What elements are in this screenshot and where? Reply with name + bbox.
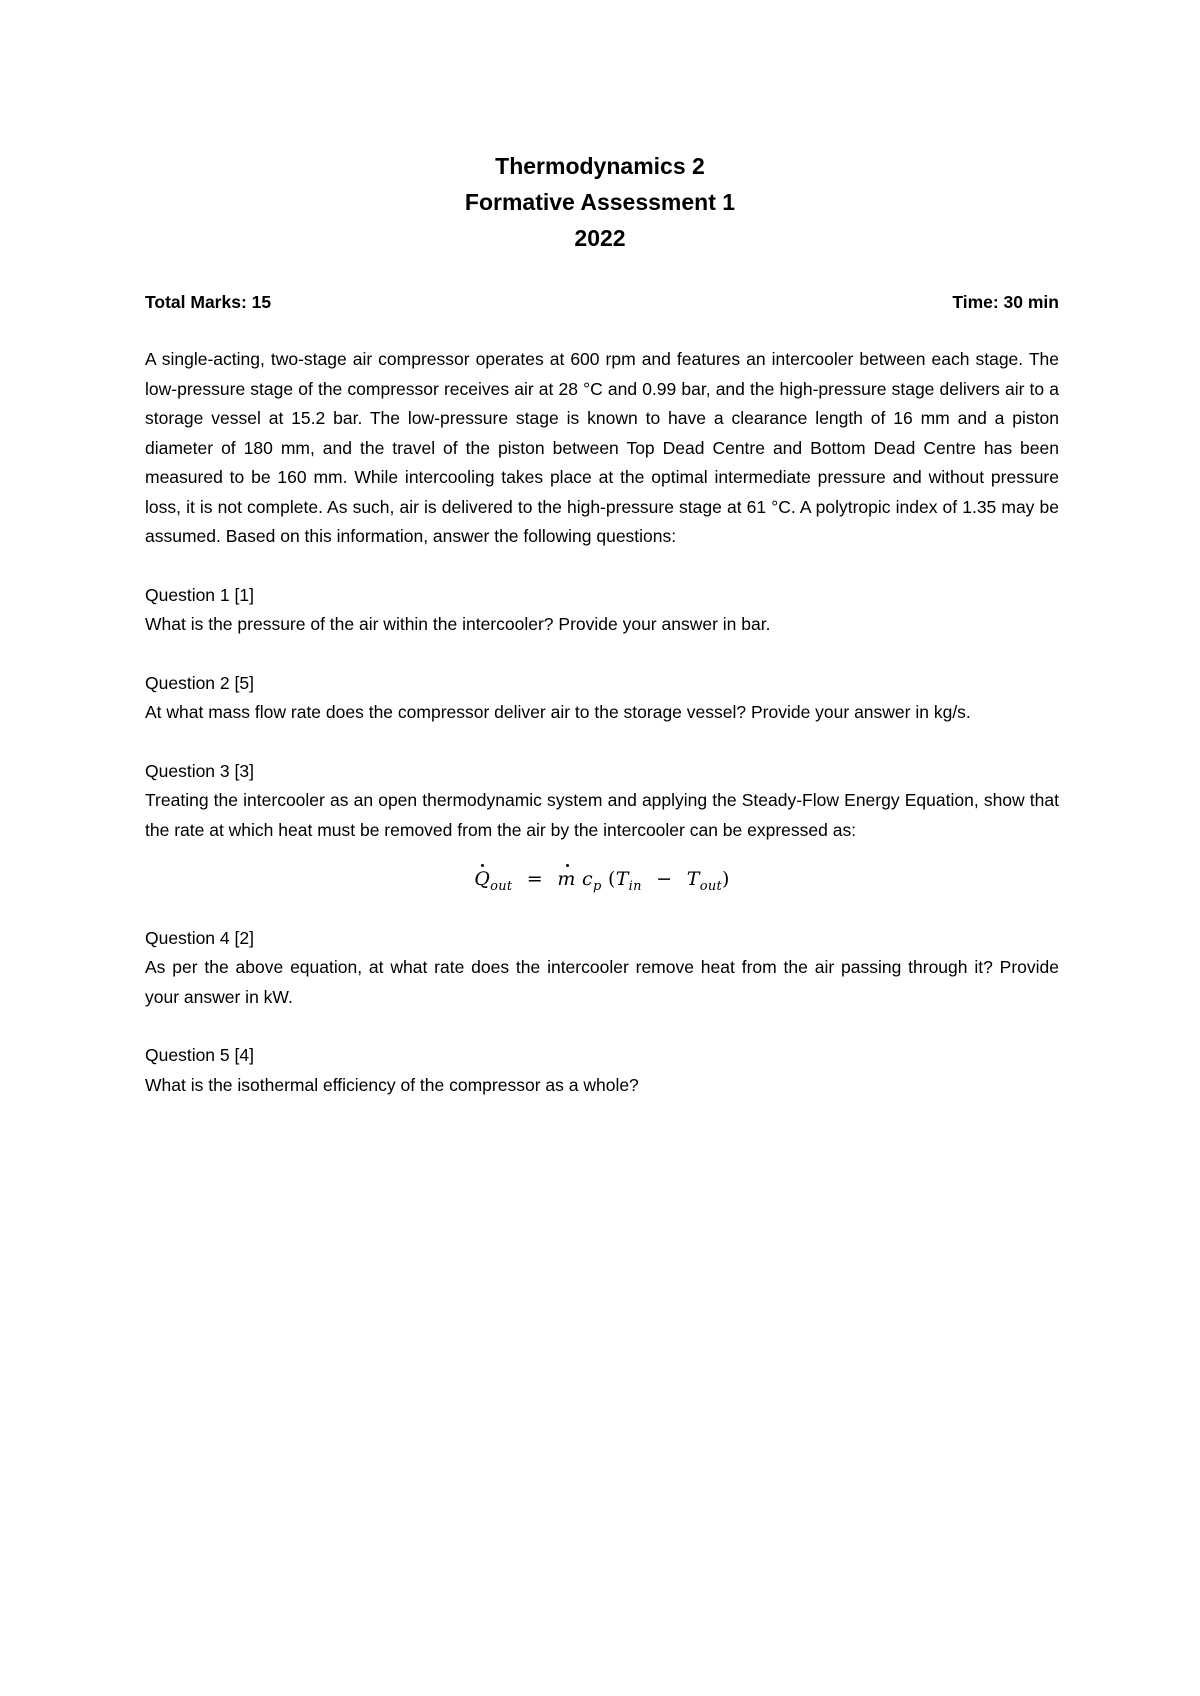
question-4 (145, 924, 1059, 1013)
course-title: Thermodynamics 2 (495, 153, 705, 179)
equation-c: c (582, 868, 593, 890)
meta-row (145, 290, 1059, 314)
assessment-title: Formative Assessment 1 (464, 189, 736, 215)
question-5 (145, 1041, 1059, 1100)
question-heading: Question 3 [3] (145, 760, 254, 781)
equation-t-in: T (615, 868, 629, 890)
time-limit: Time: 30 min (952, 292, 1059, 312)
total-marks: Total Marks: 15 (145, 292, 272, 312)
equation-q-dot: Q (474, 864, 490, 894)
equation-q-subscript: out (490, 878, 513, 894)
equation-close-paren: ) (722, 868, 730, 890)
question-text: At what mass flow rate does the compressor deliver air to the storage vessel? Provide your answer in kg/s. (145, 702, 971, 722)
equation-equals: = (526, 868, 544, 890)
equation-t-in-subscript: in (628, 878, 642, 894)
assessment-year: 2022 (574, 225, 626, 251)
title-block (0, 148, 1200, 256)
intro-paragraph: A single-acting, two-stage air compressor operates at 600 rpm and features an intercooler between each stage. The low-pressure stage of the compressor receives air at 28 °C and 0.99 bar, and the high-pressure stage delivers air to a storage vessel at 15.2 bar. The low-pressure stage is known to have a clearance length of 16 mm and a piston diameter of 180 mm, and the travel of the piston between Top Dead Centre and Bottom Dead Centre has been measured to be 160 mm. While intercooling takes place at the optimal intermediate pressure and without pressure loss, it is not complete. As such, air is delivered to the high-pressure stage at 61 °C. A polytropic index of 1.35 may be assumed. Based on this information, answer the following questions: (145, 349, 1059, 546)
equation-m-dot: m (557, 864, 575, 894)
heat-removal-equation (145, 864, 1059, 902)
question-2 (145, 669, 1059, 728)
equation-t-out-subscript: out (699, 878, 723, 894)
question-heading: Question 5 [4] (145, 1045, 254, 1066)
equation-t-out: T (686, 868, 700, 890)
question-heading: Question 1 [1] (145, 584, 254, 605)
equation-open-paren: ( (607, 868, 616, 890)
equation-minus: − (656, 868, 673, 890)
equation-c-subscript: p (593, 878, 602, 894)
question-1 (145, 581, 1059, 640)
question-3 (145, 757, 1059, 846)
question-text: As per the above equation, at what rate does the intercooler remove heat from the air passing through it? Provide your answer in kW. (145, 957, 1059, 1007)
question-heading: Question 4 [2] (145, 927, 254, 948)
question-text: What is the pressure of the air within the intercooler? Provide your answer in bar. (145, 614, 771, 634)
question-heading: Question 2 [5] (145, 672, 254, 693)
question-text: Treating the intercooler as an open thermodynamic system and applying the Steady-Flow Energy Equation, show that the rate at which heat must be removed from the air by the intercooler can be expressed as: (145, 790, 1059, 840)
question-text: What is the isothermal efficiency of the compressor as a whole? (145, 1074, 639, 1095)
content-body (145, 345, 1059, 1129)
